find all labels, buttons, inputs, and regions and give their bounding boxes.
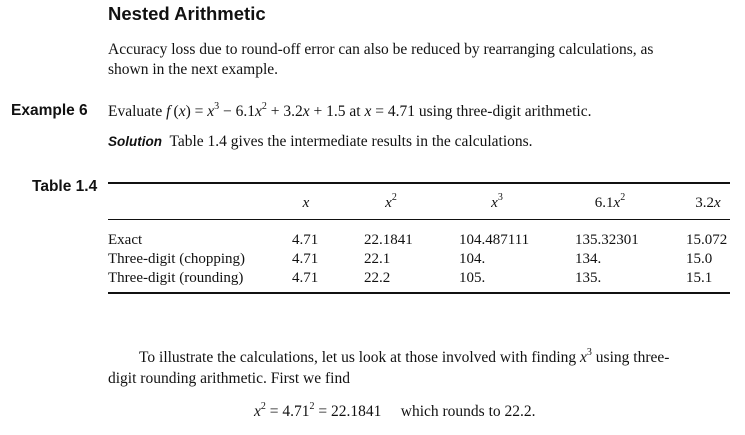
- row-label: Exact: [108, 232, 143, 248]
- col-header-6-1x2: $6.1x^2$: [594, 192, 626, 211]
- equation-tail: which rounds to 22.2.: [400, 403, 536, 420]
- table-cell: 4.71: [292, 251, 319, 267]
- example-suffix: using three-digit arithmetic.: [418, 103, 592, 120]
- col-header-x3: $x^3$: [491, 192, 503, 211]
- closing-math: $x^3$: [580, 346, 592, 366]
- solution-text: Table 1.4 gives the intermediate results in the calculations.: [169, 133, 533, 150]
- table-cell: 104.: [459, 251, 486, 267]
- table-cell: 4.71: [292, 232, 319, 248]
- col-header-x2: $x^2$: [385, 192, 397, 211]
- col-header-3-2x: 3.2x: [695, 195, 721, 211]
- solution-line: [108, 132, 533, 152]
- table-cell: 135.32301: [575, 232, 639, 248]
- table-cell: 22.1: [364, 251, 391, 267]
- example-function: f $(x) = x^3 - 6.1x^2 + 3.2x + 1.5$ at x = 4.71: [166, 100, 415, 120]
- example-statement: [108, 102, 591, 122]
- table-header-rule: [108, 219, 730, 220]
- table-label: Table 1.4: [32, 178, 98, 195]
- row-label: Three-digit (rounding): [108, 270, 244, 286]
- closing-line-1: [139, 348, 669, 368]
- example-label: Example 6: [11, 102, 88, 119]
- table-cell: 15.072: [686, 232, 728, 248]
- table-top-rule: [108, 182, 730, 184]
- table-cell: 4.71: [292, 270, 319, 286]
- equation-line: [254, 402, 536, 422]
- table-cell: 22.2: [364, 270, 391, 286]
- row-label: Three-digit (chopping): [108, 251, 246, 267]
- col-header-x: x: [302, 195, 310, 211]
- table-cell: 104.487111: [459, 232, 530, 248]
- table-cell: 22.1841: [364, 232, 413, 248]
- section-title: Nested Arithmetic: [108, 3, 266, 24]
- solution-label: Solution: [108, 134, 162, 149]
- table-cell: 134.: [575, 251, 602, 267]
- table-cell: 135.: [575, 270, 602, 286]
- table-bottom-rule: [108, 292, 730, 294]
- intro-line-2: shown in the next example.: [108, 61, 279, 78]
- intro-line-1: Accuracy loss due to round-off error can also be reduced by rearranging calculations, as: [108, 41, 654, 58]
- table-cell: 105.: [459, 270, 486, 286]
- table-cell: 15.0: [686, 251, 713, 267]
- closing-suffix: using three-: [595, 349, 670, 366]
- example-prefix: Evaluate: [108, 103, 163, 120]
- equation-math: $x^2 = 4.71^2 = 22.1841$: [254, 400, 382, 420]
- closing-prefix: To illustrate the calculations, let us look at those involved with finding: [139, 349, 577, 366]
- closing-line-2: digit rounding arithmetic. First we find: [108, 370, 350, 387]
- table-cell: 15.1: [686, 270, 713, 286]
